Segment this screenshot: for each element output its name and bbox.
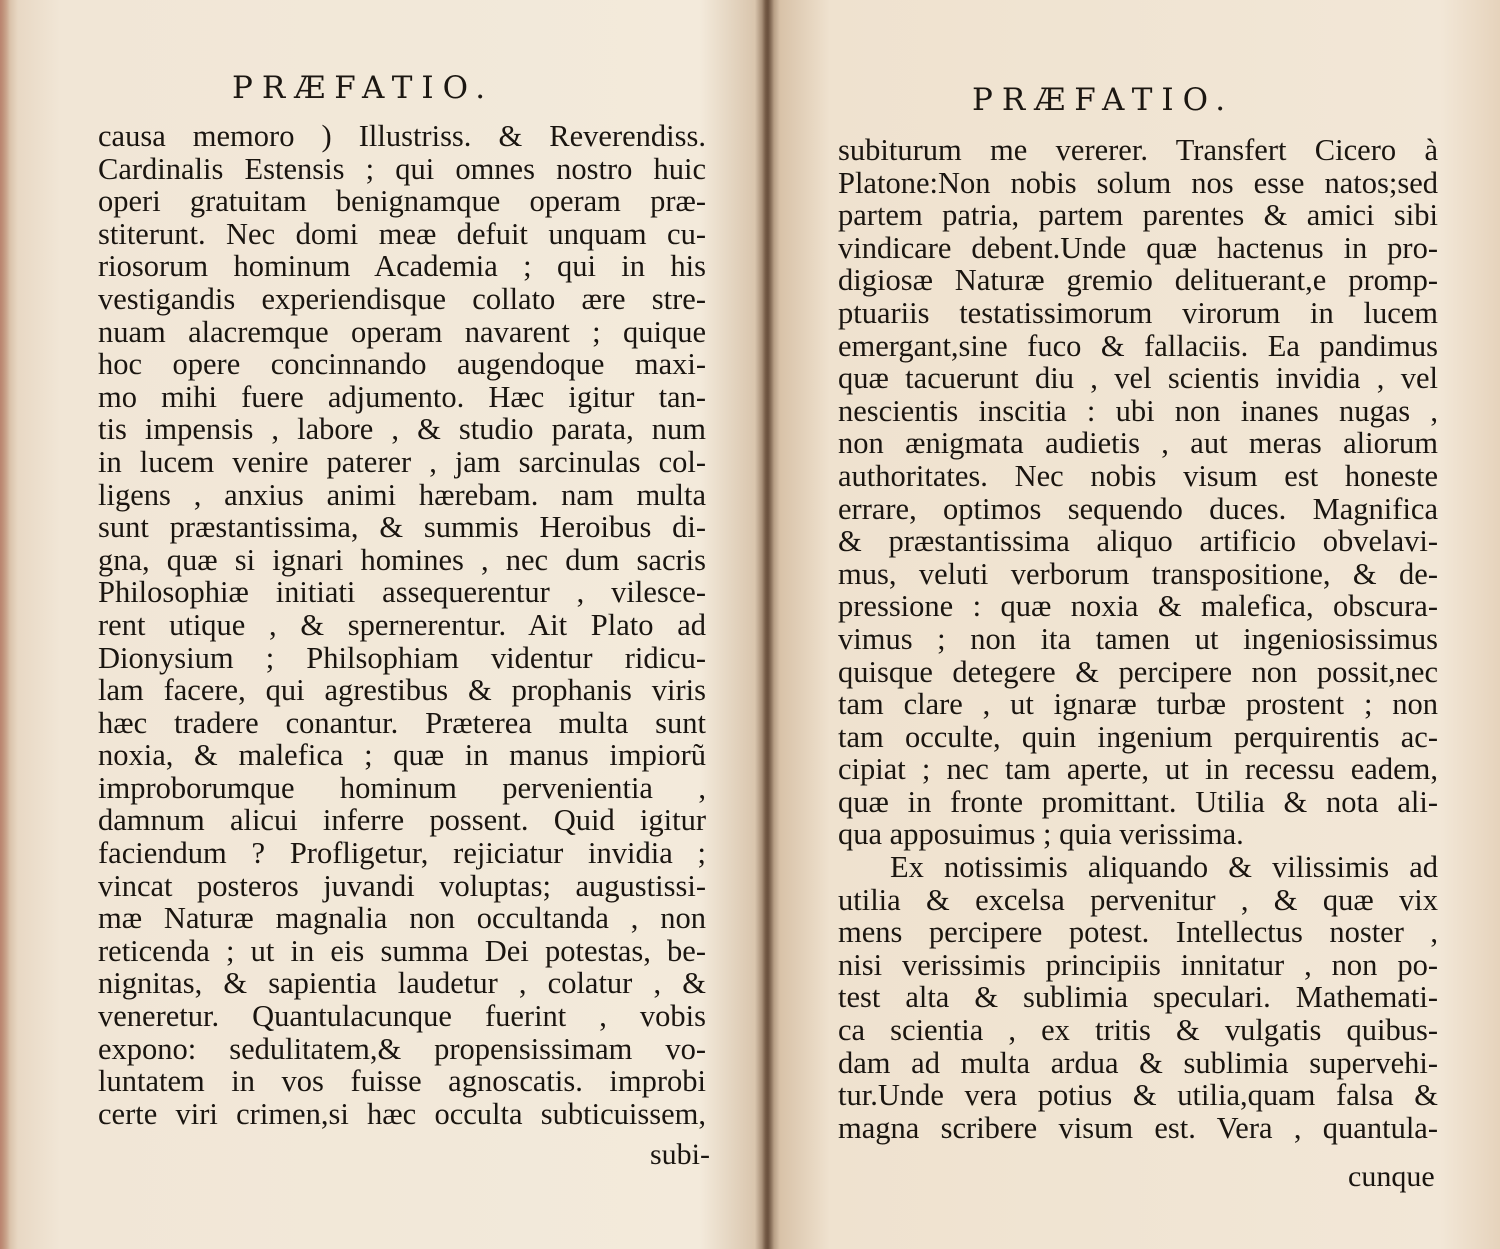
text-line: tam clare , ut ignaræ turbæ prostent ; non [838,687,1438,722]
catchword-left: subi- [650,1138,710,1171]
text-line: magna scribere visum est. Vera , quantula- [838,1110,1438,1145]
text-line: mo mihi fuere adjumento. Hæc igitur tan- [98,379,706,414]
text-line: errare, optimos sequendo duces. Magnifica [838,491,1438,526]
text-line: reticenda ; ut in eis summa Dei potestas, be- [98,933,706,968]
text-line: nescientis inscitia : ubi non inanes nugas , [838,393,1438,428]
book-gutter [762,0,774,1249]
running-header-left: PRÆFATIO. [232,70,495,106]
text-line: hoc opere concinnando augendoque maxi- [98,347,706,382]
text-line: ligens , anxius animi hærebam. nam multa [98,477,706,512]
text-line: faciendum ? Profligetur, rejiciatur invidia ; [98,836,706,871]
text-line: mus, veluti verborum transpositione, & de- [838,556,1438,591]
text-line: veneretur. Quantulacunque fuerint , vobis [98,999,706,1034]
text-line: ca scientia , ex tritis & vulgatis quibus- [838,1013,1438,1048]
text-line: utilia & excelsa pervenitur , & quæ vix [838,882,1438,917]
text-line: nuam alacremque operam navarent ; quique [98,314,706,349]
text-line: gna, quæ si ignari homines , nec dum sacris [98,542,706,577]
text-line: emergant,sine fuco & fallaciis. Ea pandimus [838,328,1438,363]
text-line: hæc tradere conantur. Præterea multa sunt [98,705,706,740]
text-line: stiterunt. Nec domi meæ defuit unquam cu- [98,216,706,251]
text-line: vindicare debent.Unde quæ hactenus in pro- [838,230,1438,265]
text-line: tis impensis , labore , & studio parata, num [98,412,706,447]
text-line: tam occulte, quin ingenium perquirentis ac- [838,719,1438,754]
text-line: quæ tacuerunt diu , vel scientis invidia , vel [838,361,1438,396]
text-line: sunt præstantissima, & summis Heroibus di- [98,510,706,545]
left-page-text [98,120,706,1130]
text-line: Dionysium ; Philsophiam videntur ridicu- [98,640,706,675]
text-line: tur.Unde vera potius & utilia,quam falsa & [838,1078,1438,1113]
text-line: vestigandis experiendisque collato ære stre- [98,281,706,316]
text-line: operi gratuitam benignamque operam præ- [98,184,706,219]
text-line: non ænigmata audietis , aut meras aliorum [838,426,1438,461]
text-line: lam facere, qui agrestibus & prophanis viris [98,673,706,708]
text-line: vimus ; non ita tamen ut ingeniosissimus [838,621,1438,656]
text-line: expono: sedulitatem,& propensissimam vo- [98,1031,706,1066]
text-line: partem patria, partem parentes & amici sibi [838,198,1438,233]
text-line: Philosophiæ initiati assequerentur , vilesce- [98,575,706,610]
text-line: ptuariis testatissimorum virorum in lucem [838,295,1438,330]
text-line: authoritates. Nec nobis visum est honeste [838,458,1438,493]
catchword-right: cunque [1348,1160,1435,1193]
text-line: in lucem venire paterer , jam sarcinulas col- [98,444,706,479]
running-header-right: PRÆFATIO. [972,82,1235,118]
text-line: luntatem in vos fuisse agnoscatis. improbi [98,1064,706,1099]
text-line: causa memoro ) Illustriss. & Reverendiss. [98,119,706,153]
text-line: mæ Naturæ magnalia non occultanda , non [98,901,706,936]
text-line: dam ad multa ardua & sublimia supervehi- [838,1045,1438,1080]
text-line: improborumque hominum pervenientia , [98,770,706,805]
text-line: rent utique , & spernerentur. Ait Plato ad [98,607,706,642]
text-line: nisi verissimis principiis innitatur , non po- [838,947,1438,982]
text-line: mens percipere potest. Intellectus noster , [838,915,1438,950]
text-line: cipiat ; nec tam aperte, ut in recessu eadem, [838,752,1438,787]
text-line: Platone:Non nobis solum nos esse natos;sed [838,165,1438,200]
right-page-text [838,134,1438,1144]
text-line: certe viri crimen,si hæc occulta subticuissem, [98,1096,706,1131]
text-line: vincat posteros juvandi voluptas; augustissi- [98,868,706,903]
text-line: riosorum hominum Academia ; qui in his [98,249,706,284]
text-line: digiosæ Naturæ gremio delituerant,e promp- [838,263,1438,298]
text-line: pressione : quæ noxia & malefica, obscura- [838,589,1438,624]
right-page [774,0,1500,1249]
text-line: damnum alicui inferre possent. Quid igitur [98,803,706,838]
text-line: test alta & sublimia speculari. Mathemati- [838,980,1438,1015]
text-line: noxia, & malefica ; quæ in manus impiorũ [98,738,706,773]
text-line: & præstantissima aliquo artificio obvelavi- [838,524,1438,559]
text-line: nignitas, & sapientia laudetur , colatur , & [98,966,706,1001]
text-line: quæ in fronte promittant. Utilia & nota ali- [838,784,1438,819]
text-line: subiturum me vererer. Transfert Cicero à [838,133,1438,167]
text-line: Ex notissimis aliquando & vilissimis ad [890,850,1438,885]
text-line: qua apposuimus ; quia verissima. [838,817,1244,852]
text-line: quisque detegere & percipere non possit,nec [838,654,1438,689]
text-line: Cardinalis Estensis ; qui omnes nostro huic [98,151,706,186]
